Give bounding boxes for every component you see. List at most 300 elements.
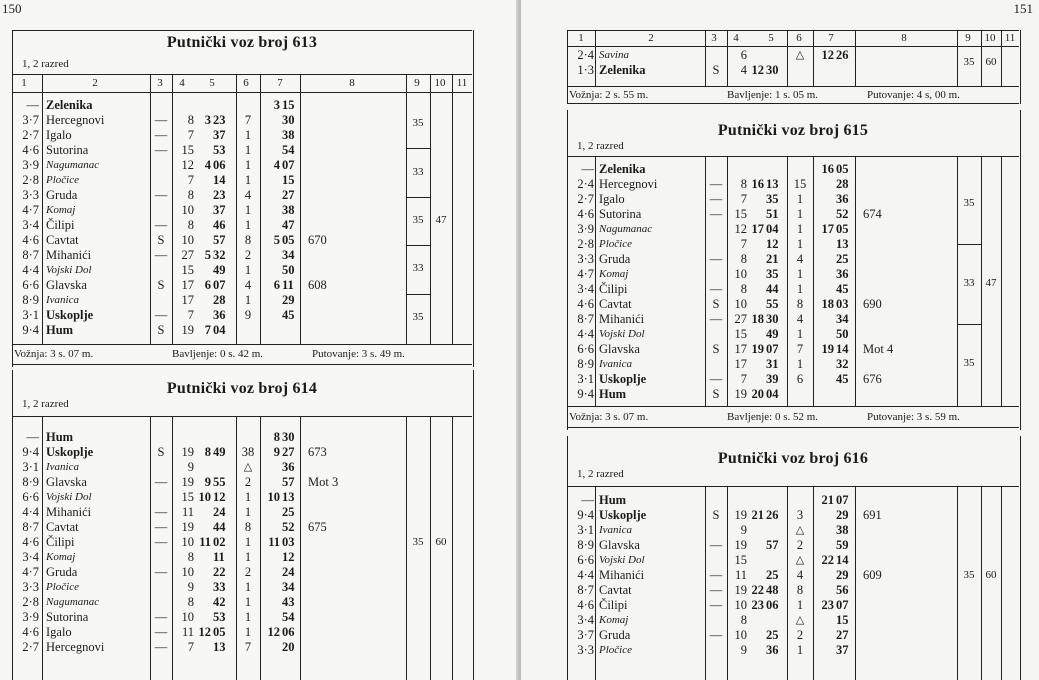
dep-hour: 12 [821, 48, 834, 62]
stop-cell: 1 [796, 267, 804, 281]
column-number: 5 [209, 77, 215, 89]
connection-cell: 676 [863, 372, 882, 386]
stop-time: Bavljenje: 0 s. 52 m. [727, 411, 819, 423]
col4-cell: 19 [734, 538, 747, 552]
dep-minute: 28 [836, 177, 849, 191]
stop-cell: 1 [244, 550, 252, 564]
arr-minute: 30 [766, 312, 779, 326]
col4-cell: 7 [740, 372, 747, 386]
col3-cell: — [154, 505, 168, 519]
km-cell: 6·6 [577, 342, 594, 356]
dep-minute: 05 [836, 222, 849, 236]
station-name: Čilipi [599, 598, 628, 612]
arr-hour: 17 [751, 222, 764, 236]
stop-cell: △ [795, 524, 805, 536]
km-cell: 4·6 [22, 233, 39, 247]
column-number: 9 [965, 32, 971, 44]
station-name: Igalo [46, 128, 72, 142]
timetable-row [521, 177, 1039, 192]
arr-minute: 42 [213, 595, 226, 609]
km-cell: — [26, 98, 39, 112]
km-cell: 4·7 [22, 203, 39, 217]
dep-hour: 21 [821, 493, 834, 507]
col4-cell: 10 [181, 233, 194, 247]
km-cell: 3·1 [22, 308, 39, 322]
col4-cell: 17 [734, 342, 747, 356]
km-cell: — [581, 493, 594, 507]
col3-cell: — [709, 538, 723, 552]
station-name: Hum [599, 387, 627, 401]
class-label: 1, 2 razred [577, 468, 624, 480]
connection-cell: 675 [308, 520, 327, 534]
km-cell: 4·6 [22, 625, 39, 639]
dep-hour: 18 [821, 297, 834, 311]
timetable-row [0, 550, 518, 565]
col4-cell: 9 [187, 580, 194, 594]
station-name: Glavska [46, 278, 87, 292]
km-cell: 2·4 [577, 177, 594, 191]
km-cell: 3·3 [577, 252, 594, 266]
car-number: 35 [412, 310, 424, 323]
dep-hour: 10 [267, 490, 280, 504]
column-number: 8 [901, 32, 907, 44]
col3-cell: — [709, 568, 723, 582]
col3-cell: — [709, 192, 723, 206]
stop-cell: 1 [244, 610, 252, 624]
col4-cell: 17 [734, 357, 747, 371]
journey-time: Putovanje: 3 s. 59 m. [867, 411, 960, 423]
connection-cell: 608 [308, 278, 327, 292]
arr-minute: 36 [213, 308, 226, 322]
dep-minute: 13 [836, 237, 849, 251]
timetable-row [521, 252, 1039, 267]
col4-cell: 12 [734, 222, 747, 236]
col4-cell: 8 [187, 218, 194, 232]
km-cell: 8·7 [22, 248, 39, 262]
dep-minute: 06 [282, 625, 295, 639]
arr-minute: 35 [766, 267, 779, 281]
car-number: 35 [963, 56, 975, 68]
station-name: Sutorina [599, 207, 642, 221]
dep-hour: 6 [273, 278, 280, 292]
arr-minute: 14 [213, 173, 226, 187]
car-number: 35 [412, 535, 424, 548]
stop-cell: 1 [796, 598, 804, 612]
station-name: Vojski Dol [46, 264, 92, 276]
timetable-row [521, 387, 1039, 402]
dep-hour: 22 [821, 553, 834, 567]
arr-minute: 57 [766, 538, 779, 552]
column-number: 6 [243, 77, 249, 89]
col4-cell: 15 [734, 207, 747, 221]
dep-minute: 54 [282, 143, 295, 157]
col4-cell: 7 [187, 308, 194, 322]
stop-cell: 1 [244, 173, 252, 187]
dep-minute: 50 [836, 327, 849, 341]
stop-cell: 1 [244, 263, 252, 277]
stop-cell: 1 [796, 357, 804, 371]
km-cell: 3·4 [22, 218, 39, 232]
arr-hour: 16 [751, 177, 764, 191]
column-number: 3 [157, 77, 163, 89]
rule-line [567, 103, 1019, 104]
station-name: Nagumanac [46, 596, 100, 608]
arr-minute: 23 [213, 188, 226, 202]
arr-minute: 46 [213, 218, 226, 232]
connection-cell: 691 [863, 508, 882, 522]
column-number: 1 [21, 77, 27, 89]
arr-minute: 04 [766, 222, 779, 236]
arr-minute: 25 [766, 628, 779, 642]
stop-cell: 6 [796, 372, 804, 386]
arr-minute: 55 [766, 297, 779, 311]
station-name: Ivanica [46, 461, 79, 473]
station-name: Glavska [46, 475, 87, 489]
timetable-row [0, 263, 518, 278]
stop-cell: 1 [796, 643, 804, 657]
stop-cell: 1 [244, 595, 252, 609]
col3-cell: — [709, 628, 723, 642]
col3-cell: S [157, 278, 165, 292]
col4-cell: 10 [734, 628, 747, 642]
arr-minute: 13 [766, 177, 779, 191]
station-name: Gruda [46, 565, 78, 579]
dep-minute: 57 [282, 475, 295, 489]
km-cell: 8·7 [577, 312, 594, 326]
timetable-row [521, 628, 1039, 643]
col4-cell: 19 [734, 387, 747, 401]
stop-cell: 1 [796, 327, 804, 341]
col3-cell: — [709, 312, 723, 326]
col3-cell: — [154, 188, 168, 202]
km-cell: 3·1 [577, 523, 594, 537]
col4-cell: 11 [181, 505, 194, 519]
dep-minute: 45 [836, 372, 849, 386]
col4-cell: 19 [734, 583, 747, 597]
arr-minute: 23 [213, 113, 226, 127]
dep-minute: 15 [282, 173, 295, 187]
km-cell: 3·7 [577, 628, 594, 642]
col3-cell: — [709, 282, 723, 296]
stop-cell: 1 [796, 222, 804, 236]
column-header-row [0, 76, 518, 90]
column-number: 2 [648, 32, 654, 44]
rule-line [567, 156, 1019, 157]
stop-cell: 1 [796, 282, 804, 296]
column-number: 4 [179, 77, 185, 89]
stop-cell: 1 [244, 625, 252, 639]
column-number: 11 [1004, 32, 1016, 44]
dep-minute: 59 [836, 538, 849, 552]
station-name: Hum [46, 430, 74, 444]
stop-cell: 2 [244, 248, 252, 262]
km-cell: 2·8 [577, 237, 594, 251]
col4-cell: 17 [181, 278, 194, 292]
arr-minute: 33 [213, 580, 226, 594]
station-name: Pločice [599, 238, 632, 250]
station-name: Ivanica [599, 358, 632, 370]
col4-cell: 27 [181, 248, 194, 262]
stop-cell: 7 [244, 640, 252, 654]
timetable-row [0, 520, 518, 535]
timetable-row [0, 98, 518, 113]
page-number: 150 [2, 1, 22, 16]
col4-cell: 15 [734, 327, 747, 341]
col3-cell: — [154, 128, 168, 142]
timetable-row [521, 538, 1039, 553]
km-cell: 8·9 [22, 475, 39, 489]
col4-cell: 10 [181, 535, 194, 549]
col3-cell: S [157, 323, 165, 337]
timetable-row [0, 188, 518, 203]
dep-minute: 15 [836, 613, 849, 627]
col4-cell: 15 [181, 263, 194, 277]
col4-cell: 27 [734, 312, 747, 326]
connection-cell: 670 [308, 233, 327, 247]
stop-cell: 2 [244, 565, 252, 579]
dep-hour: 12 [267, 625, 280, 639]
car-number: 33 [412, 262, 424, 275]
timetable-title: Putnički voz broj 613 [166, 34, 318, 51]
arr-hour: 20 [751, 387, 764, 401]
col3-cell: S [712, 508, 720, 522]
dep-minute: 03 [282, 535, 295, 549]
timetable-row [521, 372, 1039, 387]
station-name: Komaj [46, 551, 76, 563]
arr-minute: 49 [213, 263, 226, 277]
dep-minute: 29 [836, 508, 849, 522]
rule-line [12, 364, 472, 365]
col3-cell: — [154, 610, 168, 624]
col4-cell: 9 [187, 460, 194, 474]
station-name: Cavtat [46, 233, 79, 247]
arr-hour: 7 [204, 323, 211, 337]
dep-minute: 05 [282, 233, 295, 247]
stop-cell: 8 [796, 583, 804, 597]
arr-minute: 55 [213, 475, 226, 489]
km-cell: 3·1 [22, 460, 39, 474]
arr-minute: 53 [213, 143, 226, 157]
km-cell: 4·6 [577, 598, 594, 612]
timetable-row [0, 475, 518, 490]
station-name: Mihanići [46, 505, 92, 519]
station-name: Cavtat [46, 520, 79, 534]
dep-minute: 05 [836, 162, 849, 176]
stop-cell: 1 [244, 158, 252, 172]
stop-time: Bavljenje: 1 s. 05 m. [727, 89, 819, 101]
arr-minute: 36 [766, 643, 779, 657]
col4-cell: 19 [181, 475, 194, 489]
col3-cell: — [709, 372, 723, 386]
journey-time: Putovanje: 3 s. 49 m. [312, 348, 405, 360]
timetable-row [521, 162, 1039, 177]
km-cell: 3·1 [577, 372, 594, 386]
timetable-row [0, 580, 518, 595]
arr-minute: 35 [766, 192, 779, 206]
station-name: Čilipi [46, 535, 75, 549]
car-number: 35 [963, 197, 975, 209]
dep-minute: 54 [282, 610, 295, 624]
station-name: Mihanići [599, 312, 645, 326]
km-cell: — [26, 430, 39, 444]
timetable-row [0, 625, 518, 640]
car-number: 35 [963, 357, 975, 369]
col4-cell: 10 [734, 297, 747, 311]
arr-minute: 32 [213, 248, 226, 262]
car-number: 33 [963, 277, 975, 289]
stop-cell: 4 [244, 278, 252, 292]
km-cell: 4·6 [577, 207, 594, 221]
dep-hour: 4 [273, 158, 280, 172]
timetable-row [521, 327, 1039, 342]
timetable-row [521, 493, 1039, 508]
column-number: 10 [434, 77, 446, 89]
dep-minute: 15 [282, 98, 295, 112]
dep-minute: 45 [282, 308, 295, 322]
km-cell: 4·4 [22, 505, 39, 519]
station-name: Mihanići [599, 568, 645, 582]
timetable-row [0, 505, 518, 520]
col4-cell: 15 [181, 143, 194, 157]
arr-minute: 30 [766, 63, 779, 77]
col4-cell: 4 [740, 63, 747, 77]
col3-cell: — [154, 113, 168, 127]
dep-minute: 12 [282, 550, 295, 564]
col4-cell: 11 [181, 625, 194, 639]
dep-hour: 23 [821, 598, 834, 612]
km-cell: 8·7 [22, 520, 39, 534]
stop-cell: 1 [244, 580, 252, 594]
col3-cell: — [154, 218, 168, 232]
col3-cell: — [709, 252, 723, 266]
stop-cell: 4 [244, 188, 252, 202]
timetable-row [0, 323, 518, 338]
timetable-row [0, 248, 518, 263]
col4-cell: 7 [740, 237, 747, 251]
timetable-row [0, 490, 518, 505]
timetable-row [0, 640, 518, 655]
rule-line [12, 92, 472, 93]
seat-number: 60 [435, 535, 447, 548]
timetable-row [0, 565, 518, 580]
col3-cell: — [709, 583, 723, 597]
timetable-row [0, 445, 518, 460]
station-name: Sutorina [46, 610, 89, 624]
stop-cell: 1 [244, 505, 252, 519]
arr-minute: 13 [213, 640, 226, 654]
stop-cell: 1 [244, 293, 252, 307]
timetable-row [0, 610, 518, 625]
dep-hour: 11 [268, 535, 280, 549]
stop-cell: 3 [796, 508, 804, 522]
arr-minute: 49 [766, 327, 779, 341]
col4-cell: 8 [187, 550, 194, 564]
left-page [0, 0, 518, 680]
arr-minute: 12 [213, 490, 226, 504]
dep-minute: 56 [836, 583, 849, 597]
col4-cell: 12 [181, 158, 194, 172]
col3-cell: — [709, 177, 723, 191]
stop-cell: 1 [796, 192, 804, 206]
connection-cell: 674 [863, 207, 882, 221]
stop-cell: 8 [244, 233, 252, 247]
arr-hour: 10 [198, 490, 211, 504]
dep-hour: 9 [273, 445, 280, 459]
arr-minute: 05 [213, 625, 226, 639]
col3-cell: — [709, 207, 723, 221]
dep-minute: 45 [836, 282, 849, 296]
connection-cell: Mot 3 [308, 475, 339, 489]
km-cell: 3·9 [22, 610, 39, 624]
dep-hour: 19 [821, 342, 834, 356]
arr-hour: 19 [751, 342, 764, 356]
km-cell: 9·4 [577, 387, 594, 401]
station-name: Uskoplje [599, 508, 647, 522]
stop-cell: △ [795, 49, 805, 61]
stop-cell: 2 [796, 538, 804, 552]
dep-minute: 25 [836, 252, 849, 266]
km-cell: 2·7 [22, 640, 39, 654]
station-name: Pločice [46, 174, 79, 186]
timetable-row [0, 308, 518, 323]
km-cell: 1·3 [577, 63, 594, 77]
rule-line [567, 486, 1019, 487]
col3-cell: — [709, 598, 723, 612]
arr-hour: 11 [199, 535, 211, 549]
station-name: Glavska [599, 538, 640, 552]
station-name: Uskoplje [46, 445, 94, 459]
col3-cell: S [157, 233, 165, 247]
stop-cell: 9 [244, 308, 252, 322]
col3-cell: — [154, 625, 168, 639]
station-name: Hercegnovi [46, 113, 105, 127]
dep-minute: 38 [836, 523, 849, 537]
stop-cell: 1 [244, 490, 252, 504]
station-name: Savina [599, 49, 629, 61]
dep-minute: 29 [282, 293, 295, 307]
arr-minute: 22 [213, 565, 226, 579]
station-name: Uskoplje [599, 372, 647, 386]
stop-cell: 2 [796, 628, 804, 642]
arr-minute: 24 [213, 505, 226, 519]
km-cell: — [581, 162, 594, 176]
stop-cell: 8 [796, 297, 804, 311]
km-cell: 2·8 [22, 173, 39, 187]
station-name: Hum [599, 493, 627, 507]
timetable-row [0, 595, 518, 610]
stop-cell: 7 [796, 342, 804, 356]
arr-minute: 06 [766, 598, 779, 612]
arr-hour: 6 [204, 278, 211, 292]
station-name: Ivanica [599, 524, 632, 536]
station-name: Zelenika [599, 63, 646, 77]
stop-cell: 8 [244, 520, 252, 534]
km-cell: 9·4 [22, 323, 39, 337]
km-cell: 6·6 [22, 278, 39, 292]
station-name: Čilipi [599, 282, 628, 296]
timetable-row [521, 207, 1039, 222]
timetable-row [0, 158, 518, 173]
km-cell: 4·6 [22, 143, 39, 157]
arr-minute: 51 [766, 207, 779, 221]
station-name: Komaj [599, 614, 629, 626]
dep-minute: 25 [282, 505, 295, 519]
km-cell: 6·6 [577, 553, 594, 567]
col3-cell: S [712, 63, 720, 77]
dep-minute: 50 [282, 263, 295, 277]
rule-line [12, 30, 472, 31]
car-separator [957, 244, 981, 245]
